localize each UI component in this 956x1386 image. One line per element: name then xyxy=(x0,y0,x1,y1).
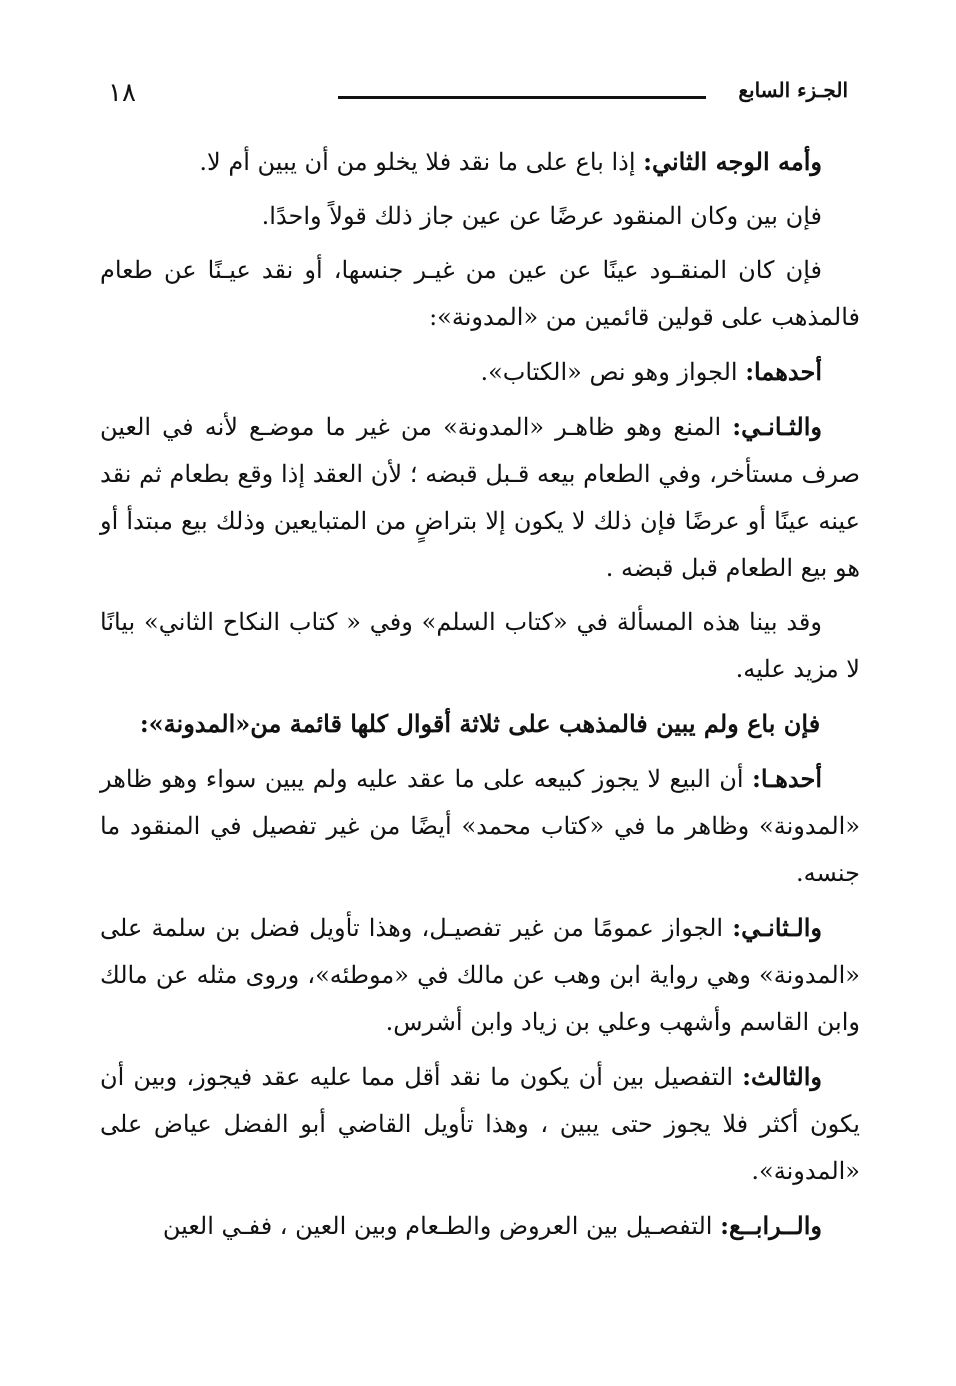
paragraph xyxy=(100,138,860,186)
paragraph-text: فإن كان المنقـود عينًا عن عين من غيـر جنسها، أو نقد عيـنًا عن طعام فالمذهب على قولين قائمين من «المدونة»: xyxy=(100,256,860,331)
paragraph-lead: والثالث: xyxy=(742,1062,822,1091)
paragraph-text: أن البيع لا يجوز كبيعه على ما عقد عليه ولم يبين سواء وهو ظاهر «المدونة» وظاهر ما في «كتاب محمد» أيضًا من غير تفصيل في المنقود ما جنسه. xyxy=(100,765,860,887)
paragraph-text: الجواز عمومًا من غير تفصيـل، وهذا تأويل فضل بن سلمة على «المدونة» وهي رواية ابن وهب عن مالك في «موطئه»، وروى مثله عن مالك وابن القاسم وأشهب وعلي بن زياد وابن أشرس. xyxy=(100,914,860,1036)
paragraph-lead: والـثانـي: xyxy=(732,913,822,942)
paragraph xyxy=(100,1202,860,1250)
paragraph-text: التفصيل بين أن يكون ما نقد أقل مما عليه عقد فيجوز، وبين أن يكون أكثر فلا يجوز حتى يبين ، وهذا تأويل القاضي أبو الفضل عياض على «المدونة». xyxy=(100,1063,860,1185)
body-text xyxy=(100,138,860,1257)
paragraph xyxy=(100,247,860,341)
paragraph xyxy=(100,348,860,396)
paragraph-lead: أحدهـا: xyxy=(752,764,822,793)
paragraph-lead: والــرابــع: xyxy=(720,1211,822,1240)
page-header xyxy=(100,72,856,112)
header-rule xyxy=(338,96,706,99)
section-title: الجـزء السابع xyxy=(738,78,848,102)
paragraph-text: الجواز وهو نص «الكتاب». xyxy=(480,358,746,386)
paragraph xyxy=(100,599,860,693)
paragraph-text: وقد بينا هذه المسألة في «كتاب السلم» وفي « كتاب النكاح الثاني» بيانًا لا مزيد عليه. xyxy=(100,608,860,683)
paragraph xyxy=(100,193,860,240)
paragraph xyxy=(100,904,860,1046)
paragraph-text: التفصـيل بين العروض والطـعام وبين العين ، ففـي العين xyxy=(162,1212,721,1240)
paragraph xyxy=(100,1053,860,1195)
center-heading: فإن باع ولم يبين فالمذهب على ثلاثة أقوال كلها قائمة من«المدونة»: xyxy=(139,709,821,738)
paragraph-lead: والثـانـي: xyxy=(732,412,822,441)
paragraph xyxy=(100,403,860,592)
page-number: ١٨ xyxy=(108,78,136,108)
paragraph-text: إذا باع على ما نقد فلا يخلو من أن يبين أم لا. xyxy=(199,148,644,176)
paragraph xyxy=(100,755,860,897)
paragraph-text: المنع وهو ظاهـر «المدونة» من غير ما موضـع لأنه في العين صرف مستأخر، وفي الطعام بيعه قـبل قبضه ؛ لأن العقد إذا وقع بطعام ثم نقد عينه عينًا أو عرضًا فإن ذلك لا يكون إلا بتراضٍ من المتبايعين وذلك بيع مبتدأ أو هو بيع الطعام قبل قبضه . xyxy=(100,413,860,582)
paragraph-lead: وأمه الوجه الثاني: xyxy=(643,147,822,176)
paragraph-text: فإن بين وكان المنقود عرضًا عن عين جاز ذلك قولاً واحدًا. xyxy=(261,202,822,230)
paragraph-lead: أحدهما: xyxy=(745,357,822,386)
